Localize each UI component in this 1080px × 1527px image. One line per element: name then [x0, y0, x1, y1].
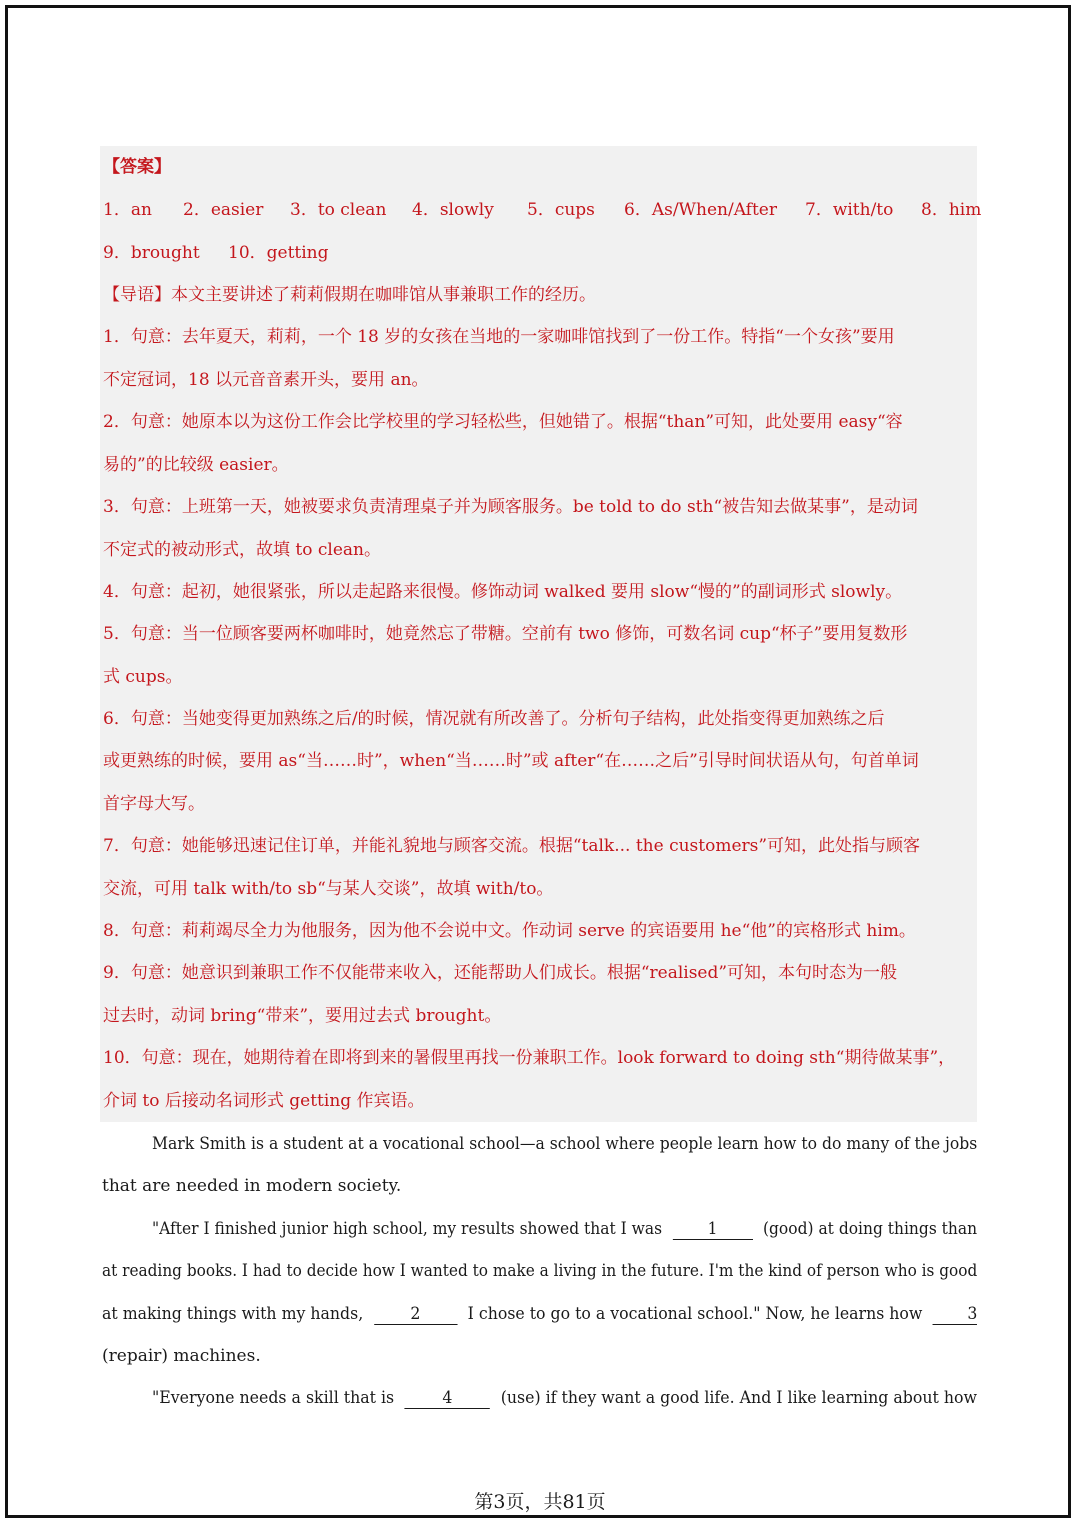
passage-line: Mark Smith is a student at a vocational school—a school where people learn how to do many of the jobs	[152, 1134, 978, 1154]
passage-line	[152, 1386, 977, 1410]
answer-item: 10．getting	[228, 243, 329, 263]
passage-text: (use) if they want a good life. And I like learning about how	[500, 1388, 978, 1408]
passage-text: "After I finished junior high school, my results showed that I was	[152, 1219, 663, 1239]
explanation-line: 易的”的比较级 easier。	[103, 455, 289, 475]
answer-item: 9．brought	[103, 243, 200, 263]
explanation-line: 5．句意：当一位顾客要两杯咖啡时，她竟然忘了带糖。空前有 two 修饰，可数名词 cup“杯子”要用复数形	[103, 624, 908, 644]
passage-text: I chose to go to a vocational school." Now, he learns how	[467, 1304, 923, 1324]
explanation-line: 首字母大写。	[103, 794, 205, 814]
explanation-line: 过去时，动词 bring“带来”，要用过去式 brought。	[103, 1006, 502, 1026]
answer-item: 6．As/When/After	[624, 200, 777, 220]
blank-1[interactable]: 1	[672, 1219, 752, 1240]
blank-2[interactable]: 2	[374, 1304, 457, 1325]
blank-3[interactable]: 3	[933, 1304, 977, 1325]
passage-line: (repair) machines.	[102, 1346, 261, 1366]
explanation-line: 不定冠词，18 以元音音素开头，要用 an。	[103, 370, 429, 390]
explanation-line: 交流，可用 talk with/to sb“与某人交谈”，故填 with/to。	[103, 879, 554, 899]
answer-item: 4．slowly	[412, 200, 494, 220]
answer-item: 5．cups	[527, 200, 595, 220]
page-number: 第3页，共81页	[474, 1491, 606, 1513]
explanation-line: 2．句意：她原本以为这份工作会比学校里的学习轻松些，但她错了。根据“than”可知，此处要用 easy“容	[103, 412, 903, 432]
passage-text: (good) at doing things than	[762, 1219, 978, 1239]
explanation-line: 8．句意：莉莉竭尽全力为他服务，因为他不会说中文。作动词 serve 的宾语要用 he“他”的宾格形式 him。	[103, 921, 916, 941]
explanation-line: 6．句意：当她变得更加熟练之后/的时候，情况就有所改善了。分析句子结构，此处指变得更加熟练之后	[103, 709, 885, 729]
answer-item: 8．him	[921, 200, 982, 220]
blank-4[interactable]: 4	[405, 1388, 490, 1409]
answer-item: 2．easier	[183, 200, 264, 220]
answer-section	[100, 146, 982, 1122]
passage-text: "Everyone needs a skill that is	[152, 1388, 395, 1408]
passage-line	[152, 1217, 977, 1241]
explanation-line: 3．句意：上班第一天，她被要求负责清理桌子并为顾客服务。be told to do sth“被告知去做某事”，是动词	[103, 497, 918, 517]
explanation-line: 10．句意：现在，她期待着在即将到来的暑假里再找一份兼职工作。look forward to doing sth“期待做某事”，	[103, 1048, 956, 1068]
explanation-line: 4．句意：起初，她很紧张，所以走起路来很慢。修饰动词 walked 要用 slow“慢的”的副词形式 slowly。	[103, 582, 903, 602]
answer-heading: 【答案】	[103, 157, 171, 177]
explanation-line: 介词 to 后接动名词形式 getting 作宾语。	[103, 1091, 425, 1111]
answer-item: 7．with/to	[805, 200, 894, 220]
explanation-line: 9．句意：她意识到兼职工作不仅能带来收入，还能帮助人们成长。根据“realised”可知，本句时态为一般	[103, 963, 898, 983]
passage-line: that are needed in modern society.	[102, 1176, 402, 1196]
explanation-line: 不定式的被动形式，故填 to clean。	[103, 540, 381, 560]
explanation-line: 7．句意：她能够迅速记住订单，并能礼貌地与顾客交流。根据“talk... the customers”可知，此处指与顾客	[103, 836, 921, 856]
answer-item: 3．to clean	[290, 200, 387, 220]
answer-item: 1．an	[103, 200, 152, 220]
explanation-line: 1．句意：去年夏天，莉莉，一个 18 岁的女孩在当地的一家咖啡馆找到了一份工作。特指“一个女孩”要用	[103, 327, 895, 347]
passage-line: at reading books. I had to decide how I wanted to make a living in the future. I'm the kind of person who is good	[102, 1261, 978, 1281]
explanation-line: 或更熟练的时候，要用 as“当……时”，when“当……时”或 after“在……之后”引导时间状语从句，句首单词	[103, 751, 919, 771]
explanation-line: 【导语】本文主要讲述了莉莉假期在咖啡馆从事兼职工作的经历。	[103, 285, 596, 305]
passage-line	[102, 1302, 977, 1326]
passage-text: at making things with my hands,	[102, 1304, 364, 1324]
explanation-line: 式 cups。	[103, 667, 183, 687]
